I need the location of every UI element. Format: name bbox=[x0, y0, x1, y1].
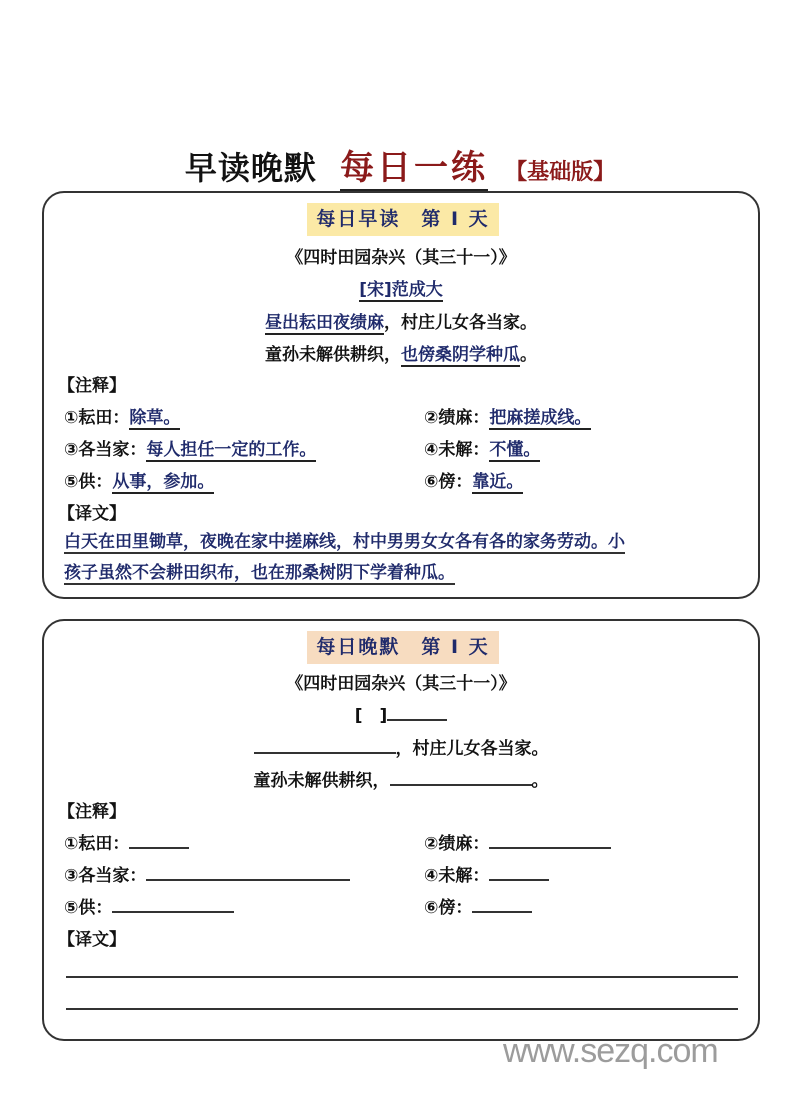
note-item: ⑥傍：靠近。 bbox=[424, 472, 524, 492]
poem-line-2-start: 童孙未解供耕织， bbox=[265, 345, 401, 365]
author-blank-row bbox=[44, 701, 758, 726]
note-item: ⑥傍： bbox=[424, 893, 532, 918]
author: 范成大 bbox=[391, 280, 443, 300]
dynasty: [宋] bbox=[359, 280, 392, 300]
answer-blank[interactable] bbox=[489, 863, 549, 881]
poem-line-2: 童孙未解供耕织， 。 bbox=[44, 766, 758, 791]
translation-label: 【译文】 bbox=[58, 930, 126, 950]
note-item: ②绩麻：把麻搓成线。 bbox=[424, 408, 592, 428]
answer-blank[interactable] bbox=[472, 895, 532, 913]
poem-line-1: ，村庄儿女各当家。 bbox=[44, 734, 758, 759]
title-highlight: 每日一练 bbox=[340, 148, 488, 191]
translation-writing-line[interactable] bbox=[66, 1008, 738, 1010]
note-item: ⑤供： bbox=[64, 893, 234, 918]
page-title bbox=[0, 140, 800, 189]
title-main: 早读晚默 bbox=[184, 149, 317, 187]
translation-label: 【译文】 bbox=[58, 504, 126, 524]
note-item: ④未解： bbox=[424, 861, 549, 886]
poem-line-1 bbox=[44, 308, 758, 333]
notes-label: 【注释】 bbox=[58, 376, 126, 396]
note-item: ⑤供：从事，参加。 bbox=[64, 472, 215, 492]
line-2-blank[interactable] bbox=[390, 768, 532, 786]
poem-title: 《四时田园杂兴（其三十一）》 bbox=[286, 248, 516, 268]
line-1-blank[interactable] bbox=[254, 736, 396, 754]
answer-blank[interactable] bbox=[112, 895, 234, 913]
evening-tag: 每日晚默 第 I 天 bbox=[307, 631, 499, 664]
poem-line-1-rest: ，村庄儿女各当家。 bbox=[384, 313, 537, 333]
answer-blank[interactable] bbox=[146, 863, 350, 881]
answer-blank[interactable] bbox=[489, 831, 611, 849]
translation-text: 白天在田里锄草，夜晚在家中搓麻线，村中男男女女各有各的家务劳动。小 孩子虽然不会耕田织布，也在那桑树阴下学着种瓜。 bbox=[64, 532, 625, 583]
note-item: ①耘田：除草。 bbox=[64, 408, 181, 428]
title-edition: 【基础版】 bbox=[505, 159, 616, 185]
watermark: www.sezq.com bbox=[503, 1032, 718, 1070]
morning-tag: 每日早读 第 I 天 bbox=[307, 203, 499, 236]
morning-reading-card bbox=[42, 191, 760, 599]
poem-line-2: 童孙未解供耕织，也傍桑阴学种瓜。 bbox=[265, 345, 537, 365]
answer-blank[interactable] bbox=[129, 831, 189, 849]
note-item: ③各当家：每人担任一定的工作。 bbox=[64, 440, 317, 460]
translation-writing-line[interactable] bbox=[66, 976, 738, 978]
evening-dictation-card bbox=[42, 619, 760, 1041]
poem-line-1-highlight: 昼出耘田夜绩麻 bbox=[265, 313, 384, 333]
poem-author bbox=[44, 275, 758, 300]
note-item: ①耘田： bbox=[64, 829, 189, 854]
note-item: ③各当家： bbox=[64, 861, 350, 886]
poem-line-2-highlight: 也傍桑阴学种瓜 bbox=[401, 345, 520, 365]
notes-label: 【注释】 bbox=[58, 802, 126, 822]
note-item: ②绩麻： bbox=[424, 829, 611, 854]
dynasty-blank[interactable]: [ ] bbox=[354, 706, 388, 726]
author-blank[interactable] bbox=[387, 703, 447, 721]
poem-title: 《四时田园杂兴（其三十一）》 bbox=[286, 674, 516, 694]
note-item: ④未解：不懂。 bbox=[424, 440, 541, 460]
